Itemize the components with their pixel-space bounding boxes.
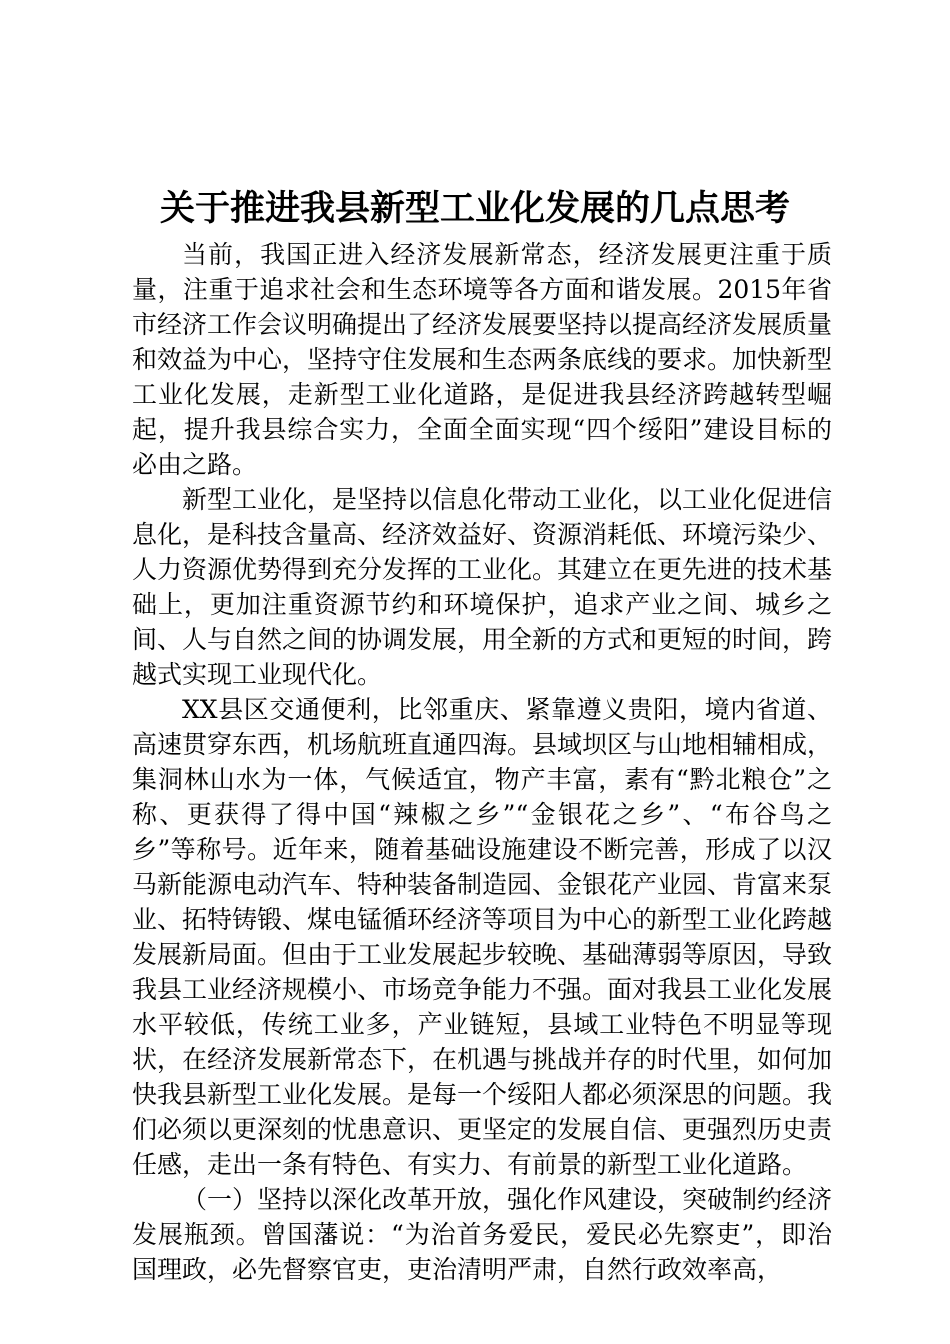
document-body [132,237,832,1287]
document-title: 关于推进我县新型工业化发展的几点思考 [159,188,790,229]
paragraph-definition: 新型工业化，是坚持以信息化带动工业化，以工业化促进信息化，是科技含量高、经济效益好、资源消耗低、环境污染少、人力资源优势得到充分发挥的工业化。其建立在更先进的技术基础上，更加注重资源节约和环境保护，追求产业之间、城乡之间、人与自然之间的协调发展，用全新的方式和更短的时间，跨越式实现工业现代化。 [132,485,833,689]
paragraph-intro: 当前，我国正进入经济发展新常态，经济发展更注重于质量，注重于追求社会和生态环境等各方面和谐发展。2015年省市经济工作会议明确提出了经济发展要坚持以提高经济发展质量和效益为中心，坚持守住发展和生态两条底线的要求。加快新型工业化发展，走新型工业化道路，是促进我县经济跨越转型崛起，提升我县综合实力，全面全面实现“四个绥阳”建设目标的必由之路。 [132,240,833,479]
paragraph-county-overview: XX县区交通便利，比邻重庆、紧靠遵义贵阳，境内省道、高速贯穿东西，机场航班直通四海。县域坝区与山地相辅相成，集洞林山水为一体，气候适宜，物产丰富，素有“黔北粮仓”之称、更获得了得中国“辣椒之乡”“金银花之乡”、“布谷鸟之乡”等称号。近年来，随着基础设施建设不断完善，形成了以汉马新能源电动汽车、特种装备制造园、金银花产业园、肯富来泵业、拓特铸锻、煤电锰循环经济等项目为中心的新型工业化跨越发展新局面。但由于工业发展起步较晚、基础薄弱等原因，导致我县工业经济规模小、市场竞争能力不强。面对我县工业化发展水平较低，传统工业多，产业链短，县域工业特色不明显等现状，在经济发展新常态下，在机遇与挑战并存的时代里，如何加快我县新型工业化发展。是每一个绥阳人都必须深思的问题。我们必须以更深刻的忧患意识、更坚定的发展自信、更强烈历史责任感，走出一条有特色、有实力、有前景的新型工业化道路。 [132,695,833,1179]
paragraph-section-one: （一）坚持以深化改革开放，强化作风建设，突破制约经济发展瓶颈。曾国藩说：“为治首务爱民，爱民必先察吏”，即治国理政，必先督察官吏，吏治清明严肃，自然行政效率高， [132,1185,833,1284]
